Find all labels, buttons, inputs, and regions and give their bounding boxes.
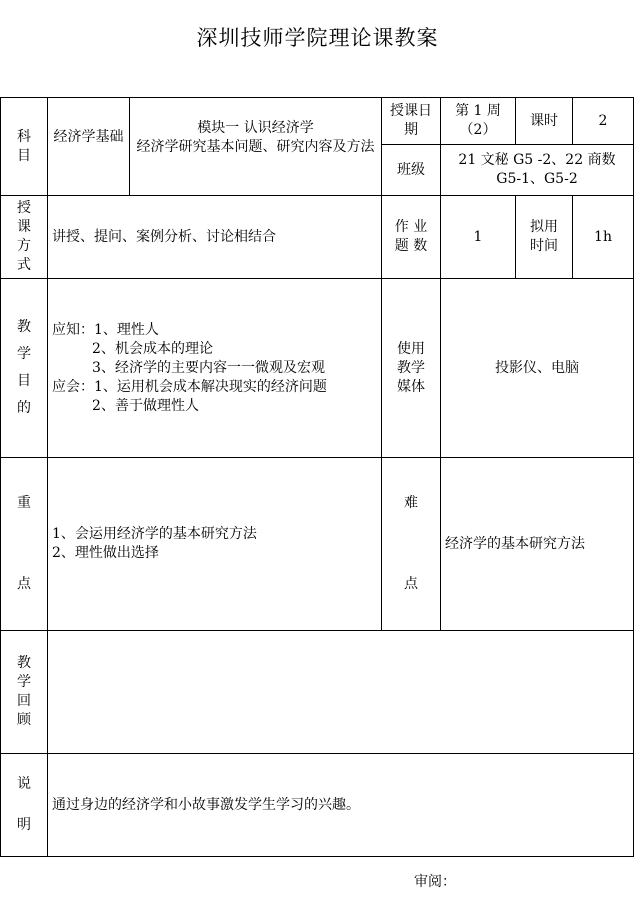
hard-label-char: 点 (404, 576, 418, 592)
key-label-cell (1, 458, 48, 631)
hours-value: 2 (598, 112, 608, 129)
class-label: 班级 (397, 161, 425, 178)
note-label-cell (1, 754, 48, 857)
goal-line: 2、机会成本的理论 (52, 340, 213, 357)
module-title: 模块一 认识经济学 (197, 120, 314, 136)
media-value-cell (441, 279, 634, 458)
method-value: 讲授、提问、案例分析、讨论相结合 (52, 228, 276, 245)
class-label-cell (382, 145, 441, 196)
homework-value: 1 (473, 228, 483, 245)
subject-label-char: 科 (17, 128, 31, 145)
review-label-char: 回 (17, 693, 31, 709)
homework-value-cell (441, 196, 516, 279)
goals-cell (48, 279, 382, 458)
media-label-line: 教学 (397, 359, 425, 376)
goal-line: 2、善于做理性人 (52, 397, 199, 414)
method-label-char: 方 (17, 238, 31, 254)
note-label-char: 说 (17, 776, 31, 792)
homework-label-line: 作 业 (394, 219, 428, 235)
module-subtitle: 经济学研究基本问题、研究内容及方法 (136, 139, 375, 155)
subject-label-cell (1, 98, 48, 196)
note-value-cell (48, 754, 634, 857)
goal-label-char: 的 (17, 400, 31, 416)
goal-line: 应会：1、运用机会成本解决现实的经济问题 (52, 378, 327, 395)
time-value: 1h (594, 228, 612, 245)
date-label: 授课日期 (390, 103, 432, 138)
goal-label-cell (1, 279, 48, 458)
hours-label: 课时 (530, 112, 558, 129)
hours-value-cell (573, 98, 634, 145)
hours-label-cell (516, 98, 573, 145)
goal-label-char: 教 (17, 319, 31, 335)
class-value: 21 文秘 G5 -2、22 商数 G5-1、G5-2 (458, 152, 616, 187)
goal-line: 应知：1、理性人 (52, 321, 159, 338)
method-label-char: 式 (17, 257, 31, 273)
key-label-char: 点 (17, 576, 31, 592)
method-label-char: 课 (17, 219, 31, 235)
media-label-line: 使用 (397, 340, 425, 357)
subject-value: 经济学基础 (53, 129, 124, 145)
week-value: 第 1 周（2） (455, 103, 501, 138)
note-label-char: 明 (17, 817, 31, 833)
review-label-char: 顾 (17, 712, 31, 728)
key-point: 2、理性做出选择 (52, 545, 159, 561)
key-points-cell (48, 458, 382, 631)
method-label-char: 授 (17, 200, 31, 216)
method-label-cell (1, 196, 48, 279)
class-value-cell (441, 145, 634, 196)
hard-label-cell (382, 458, 441, 631)
subject-label-char: 目 (17, 147, 31, 164)
date-label-cell (382, 98, 441, 145)
time-label-line: 时间 (530, 238, 558, 254)
homework-label-line: 题 数 (394, 238, 428, 254)
module-cell (130, 98, 382, 196)
review-label-cell (1, 631, 48, 754)
goal-label-char: 学 (17, 346, 31, 362)
hard-value-cell (441, 458, 634, 631)
media-label-cell (382, 279, 441, 458)
note-value: 通过身边的经济学和小故事激发学生学习的兴趣。 (52, 796, 360, 813)
week-cell (441, 98, 516, 145)
time-label-cell (516, 196, 573, 279)
review-label-char: 学 (17, 674, 31, 690)
review-label-char: 教 (17, 655, 31, 671)
goal-label-char: 目 (17, 373, 31, 389)
method-value-cell (48, 196, 382, 279)
media-value: 投影仪、电脑 (495, 359, 579, 376)
document-title: 深圳技师学院理论课教案 (196, 26, 439, 50)
media-label-line: 媒体 (397, 378, 425, 395)
subject-value-cell (48, 98, 130, 196)
review-signature-label: 审阅： (414, 874, 456, 890)
hard-value: 经济学的基本研究方法 (445, 535, 585, 552)
lesson-plan-table (0, 97, 634, 857)
time-value-cell (573, 196, 634, 279)
review-value-cell (48, 631, 634, 754)
time-label-line: 拟用 (530, 219, 558, 235)
goal-line: 3、经济学的主要内容一一微观及宏观 (52, 359, 325, 376)
key-label-char: 重 (17, 495, 31, 511)
homework-label-cell (382, 196, 441, 279)
key-point: 1、会运用经济学的基本研究方法 (52, 526, 257, 542)
hard-label-char: 难 (404, 495, 418, 511)
